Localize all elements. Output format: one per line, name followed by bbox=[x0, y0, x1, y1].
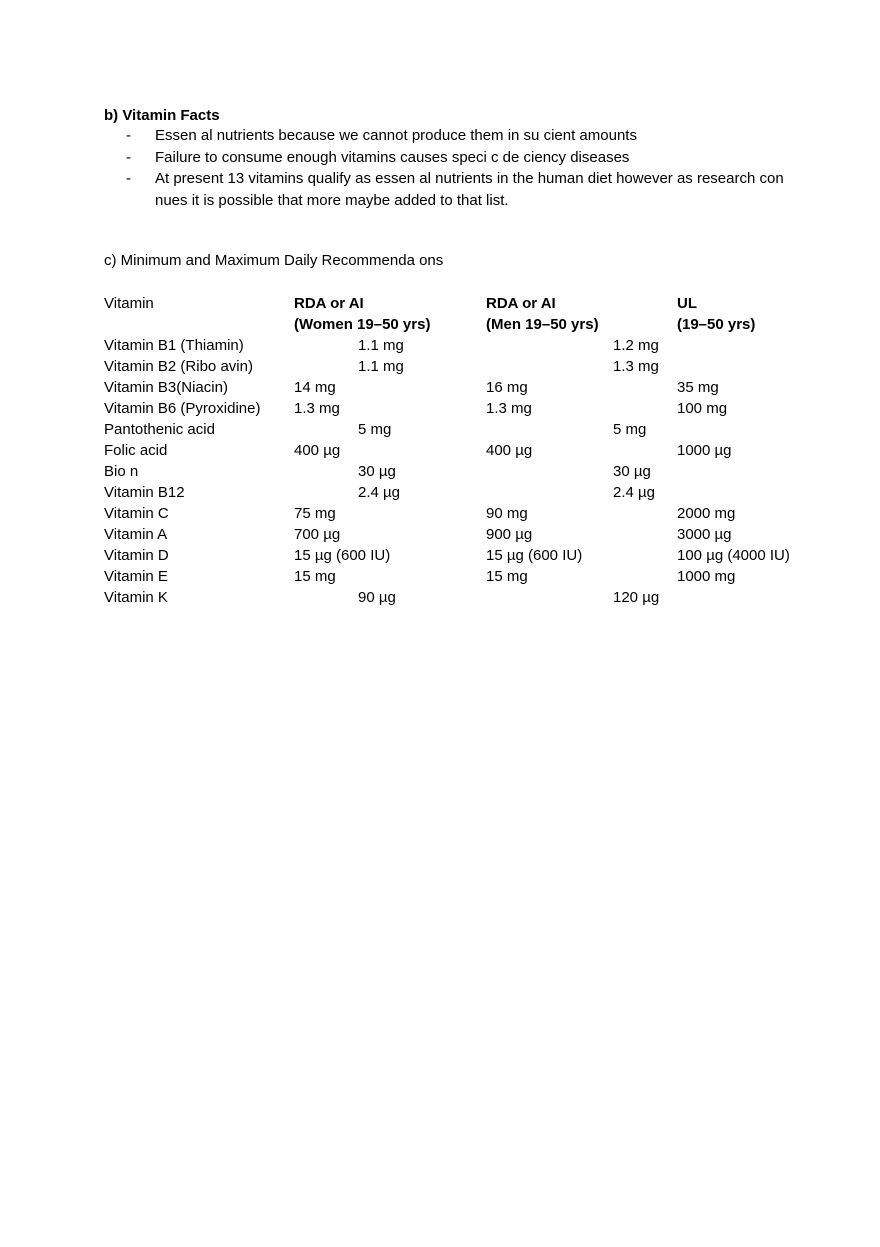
table-row bbox=[104, 524, 807, 545]
list-item: - At present 13 vitamins qualify as essen al nutrients in the human diet however as research con nues it is possible that more maybe added to that list. bbox=[126, 170, 784, 209]
ul-value: 1000 mg bbox=[677, 568, 736, 585]
women-value: 400 µg bbox=[294, 442, 341, 459]
ul-value bbox=[677, 482, 807, 503]
table-row bbox=[104, 482, 807, 503]
men-value: 120 µg bbox=[613, 589, 660, 606]
ul-value: 1000 µg bbox=[677, 442, 732, 459]
vitamin-name: Vitamin K bbox=[104, 589, 168, 606]
vitamin-name: Vitamin B6 (Pyroxidine) bbox=[104, 400, 261, 417]
column-subheader-women: (Women 19–50 yrs) bbox=[294, 316, 431, 333]
table-row bbox=[104, 335, 807, 356]
ul-value: 100 mg bbox=[677, 400, 728, 417]
vitamin-name: Vitamin B2 (Ribo avin) bbox=[104, 358, 253, 375]
ul-value bbox=[677, 419, 807, 440]
table-row bbox=[104, 545, 807, 566]
men-value: 1.2 mg bbox=[613, 337, 659, 354]
women-value: 2.4 µg bbox=[358, 484, 401, 501]
women-value: 5 mg bbox=[358, 421, 392, 438]
vitamin-name: Bio n bbox=[104, 463, 139, 480]
table-row bbox=[104, 503, 807, 524]
vitamin-name: Vitamin B1 (Thiamin) bbox=[104, 337, 244, 354]
column-subheader-ul: (19–50 yrs) bbox=[677, 316, 756, 333]
list-item: - Essen al nutrients because we cannot produce them in su cient amounts bbox=[126, 127, 637, 144]
vitamin-name: Vitamin B3(Niacin) bbox=[104, 379, 228, 396]
women-value: 15 mg bbox=[294, 568, 336, 585]
men-value: 1.3 mg bbox=[613, 358, 659, 375]
vitamin-name: Vitamin D bbox=[104, 547, 169, 564]
table-row bbox=[104, 440, 807, 461]
table-header-row bbox=[104, 314, 807, 335]
ul-value: 2000 mg bbox=[677, 505, 736, 522]
ul-value bbox=[677, 587, 807, 608]
men-value: 400 µg bbox=[486, 442, 533, 459]
women-value: 90 µg bbox=[358, 589, 396, 606]
men-value: 16 mg bbox=[486, 379, 528, 396]
daily-recommendations-heading: c) Minimum and Maximum Daily Recommenda ons bbox=[104, 252, 444, 269]
table-header-row bbox=[104, 293, 807, 314]
list-item: - Failure to consume enough vitamins causes speci c de ciency diseases bbox=[126, 148, 630, 166]
men-value: 1.3 mg bbox=[486, 400, 532, 417]
column-header-ul: UL bbox=[677, 295, 697, 312]
vitamin-facts-heading: b) Vitamin Facts bbox=[104, 107, 220, 124]
table-row bbox=[104, 398, 807, 419]
list-item-text: At present 13 vitamins qualify as essen al nutrients in the human diet however as research con nues it is possible that more maybe added to that list. bbox=[155, 170, 784, 209]
table-row bbox=[104, 419, 807, 440]
men-value: 900 µg bbox=[486, 526, 533, 543]
table-row bbox=[104, 356, 807, 377]
vitamin-name: Vitamin E bbox=[104, 568, 168, 585]
table-row bbox=[104, 587, 807, 608]
vitamin-name: Vitamin C bbox=[104, 505, 169, 522]
vitamin-recommendations-table bbox=[104, 293, 807, 608]
list-item-text: Failure to consume enough vitamins causes speci c de ciency diseases bbox=[155, 148, 630, 166]
men-value: 2.4 µg bbox=[613, 484, 656, 501]
table-row bbox=[104, 566, 807, 587]
table-row bbox=[104, 377, 807, 398]
women-value: 1.1 mg bbox=[358, 337, 404, 354]
men-value: 90 mg bbox=[486, 505, 528, 522]
column-header-women: RDA or AI bbox=[294, 295, 364, 312]
women-value: 14 mg bbox=[294, 379, 336, 396]
vitamin-name: Pantothenic acid bbox=[104, 421, 215, 438]
ul-value: 3000 µg bbox=[677, 526, 732, 543]
ul-value: 35 mg bbox=[677, 379, 719, 396]
column-header-vitamin: Vitamin bbox=[104, 295, 154, 312]
vitamin-facts-list bbox=[104, 125, 784, 211]
men-value: 30 µg bbox=[613, 463, 651, 480]
column-subheader-men: (Men 19–50 yrs) bbox=[486, 316, 599, 333]
ul-value bbox=[677, 461, 807, 482]
women-value: 75 mg bbox=[294, 505, 336, 522]
ul-value bbox=[677, 356, 807, 377]
vitamin-name: Vitamin B12 bbox=[104, 484, 185, 501]
column-header-men: RDA or AI bbox=[486, 295, 556, 312]
women-value: 30 µg bbox=[358, 463, 396, 480]
men-value: 15 mg bbox=[486, 568, 528, 585]
women-value: 700 µg bbox=[294, 526, 341, 543]
table-row bbox=[104, 461, 807, 482]
list-item-text: Essen al nutrients because we cannot produce them in su cient amounts bbox=[155, 127, 637, 144]
men-value: 5 mg bbox=[613, 421, 647, 438]
women-value: 15 µg (600 IU) bbox=[294, 547, 391, 564]
men-value: 15 µg (600 IU) bbox=[486, 547, 583, 564]
ul-value: 100 µg (4000 IU) bbox=[677, 547, 790, 564]
women-value: 1.3 mg bbox=[294, 400, 340, 417]
women-value: 1.1 mg bbox=[358, 358, 404, 375]
vitamin-name: Vitamin A bbox=[104, 526, 168, 543]
vitamin-name: Folic acid bbox=[104, 442, 168, 459]
ul-value bbox=[677, 335, 807, 356]
